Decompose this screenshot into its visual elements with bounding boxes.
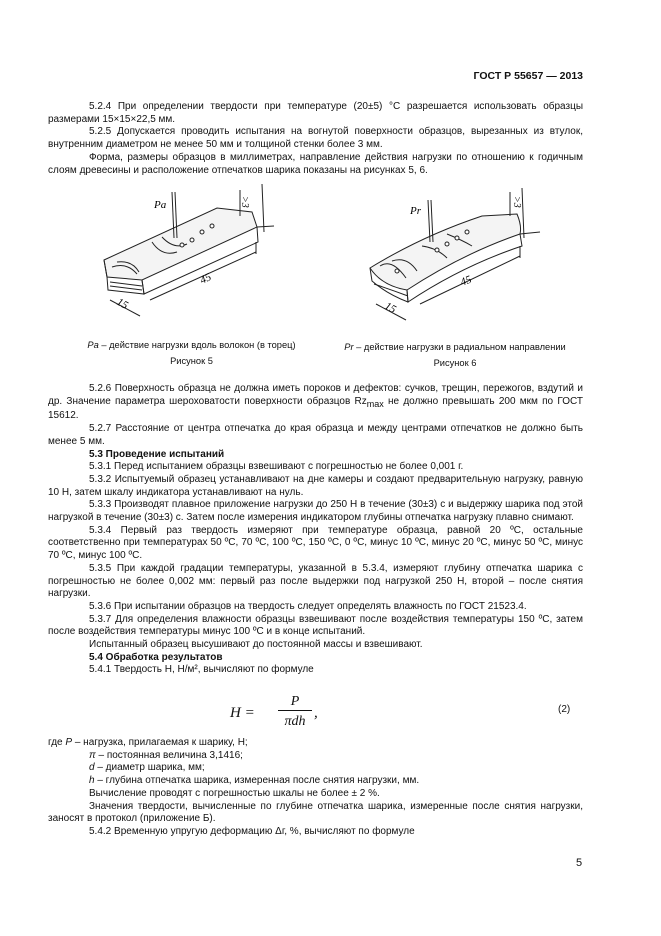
paragraph-calc-accuracy: Вычисление проводят с погрешностью шкалы не более ± 2 %.	[89, 787, 380, 799]
paragraph-5-2-6	[48, 383, 583, 423]
legend-h-text: – глубина отпечатка шарика, измеренная после снятия нагрузки, мм.	[94, 775, 420, 787]
figure-6-caption	[330, 341, 580, 369]
figure-6-side-label: >3	[511, 196, 522, 208]
formula-numerator: P	[278, 694, 312, 711]
paragraph-5-3-3: 5.3.3 Производят плавное приложение нагрузки до 250 Н в течение (30±3) с и выдержку шарика под этой нагрузкой в течение (30±3) с. Затем после измерения индикатором глубины отпечатка нагрузку плавно снимают.	[48, 499, 583, 524]
figure-5-caption-line	[74, 339, 309, 351]
paragraph-5-3-2: 5.3.2 Испытуемый образец устанавливают на дне камеры и создают предварительную нагрузку, равную 10 Н, затем шкалу индикатора устанавливают на нуль.	[48, 473, 583, 498]
figure-5-width-label: 15	[114, 296, 130, 312]
page-number: 5	[576, 857, 583, 869]
figure-5-title: Рисунок 5	[170, 356, 213, 366]
paragraph-5-4-2: 5.4.2 Временную упругую деформацию Δг, %, вычисляют по формуле	[89, 825, 415, 837]
legend-pi	[48, 750, 583, 763]
paragraph-5-3-4: 5.3.4 Первый раз твердость измеряют при температуре образца, равной 20 ºС, остальные соответственно при температурах 50 ºС, 70 ºС, 100 ºС, 150 ºС, 0 ºС, минус 10 ºС, минус 20 ºС, минус 50 ºС, минус 70 ºС, минус 100 ºС.	[48, 524, 583, 562]
formula-number: (2)	[558, 704, 571, 715]
paragraph-5-3-7-cont: Испытанный образец высушивают до постоянной массы и взвешивают.	[89, 639, 423, 651]
legend-pi-text: – постоянная величина 3,1416;	[95, 749, 243, 761]
section-5-2-4-to-5-2-5	[48, 101, 583, 177]
formula-denominator: πdh	[284, 714, 306, 729]
paragraph-5-2-5: 5.2.5 Допускается проводить испытания на вогнутой поверхности образцов, вырезанных из втулок, внутренним диаметром не менее 50 мм и толщиной стенки более 3 мм.	[48, 126, 583, 151]
legend-pi-symbol: π	[89, 749, 96, 761]
legend-h-symbol: h	[89, 775, 95, 787]
legend-d-text: – диаметр шарика, мм;	[94, 762, 205, 774]
figure-5-drawing	[92, 182, 292, 332]
main-body-text	[48, 383, 583, 677]
figure-6-title: Рисунок 6	[433, 358, 477, 368]
paragraph-figures-intro: Форма, размеры образцов в миллиметрах, направление действия нагрузки по отношению к годичным слоям древесины и расположение отпечатков шарика показаны на рисунках 5, 6.	[48, 151, 583, 176]
legend-h	[48, 775, 583, 788]
figure-6-caption-line	[330, 341, 580, 353]
rz-subscript: max	[366, 398, 384, 409]
paragraph-5-2-6-start: 5.2.6 Поверхность образца не должна иметь пороков и дефектов: сучков, трещин, пережогов, вздутий и др. Значение параметра шероховатости поверхности образцов Rz	[48, 383, 583, 407]
paragraph-hardness-values: Значения твердости, вычисленные по глубине отпечатка шарика, измеренные после снятия нагрузки, заносят в протокол (приложение Б).	[48, 800, 583, 825]
paragraph-5-2-7: 5.2.7 Расстояние от центра отпечатка до края образца и между центрами отпечатков не должно быть менее 5 мм.	[48, 423, 583, 447]
heading-5-3: 5.3 Проведение испытаний	[89, 448, 225, 460]
legend-where: где	[48, 737, 66, 748]
legend-p	[48, 737, 583, 750]
figure-5	[92, 182, 292, 332]
figure-6-length-label: 45	[458, 273, 474, 289]
figure-6-width-label: 15	[382, 300, 398, 316]
heading-5-4: 5.4 Обработка результатов	[89, 651, 223, 663]
figure-6	[362, 186, 562, 336]
legend-d	[48, 762, 583, 775]
figure-6-drawing	[362, 186, 562, 336]
figure-5-caption-text: – действие нагрузки вдоль волокон (в торец)	[98, 340, 296, 350]
paragraph-5-3-5: 5.3.5 При каждой градации температуры, указанной в 5.3.4, измеряют глубину отпечатка шарика с погрешностью не более 0,002 мм: первый раз после выдержки под нагрузкой 250 Н, второй – после снятия нагрузки.	[48, 562, 583, 600]
paragraph-5-3-1: 5.3.1 Перед испытанием образцы взвешивают с погрешностью не более 0,001 г.	[89, 461, 464, 473]
paragraph-5-4-1: 5.4.1 Твердость Н, Н/м², вычисляют по формуле	[89, 664, 314, 676]
formula-comma: ,	[314, 705, 318, 721]
formula-2	[230, 694, 370, 734]
legend-p-text: – нагрузка, прилагаемая к шарику, Н;	[72, 737, 248, 748]
figure-5-side-label: >3	[239, 196, 250, 208]
document-header: ГОСТ Р 55657 — 2013	[473, 70, 583, 82]
formula-legend	[48, 737, 583, 839]
legend-p-symbol: P	[65, 737, 73, 748]
paragraph-5-2-4: 5.2.4 При определении твердости при температуре (20±5) °С разрешается использовать образцы размерами 15×15×22,5 мм.	[48, 101, 583, 125]
paragraph-5-3-7: 5.3.7 Для определения влажности образцы взвешивают после воздействия температуры 150 ºС, затем после воздействия температуры минус 100 ºС и в конце испытаний.	[48, 613, 583, 638]
figure-5-caption-symbol: Pa	[87, 340, 99, 350]
figure-5-length-label: 45	[198, 271, 214, 287]
figure-5-caption	[74, 339, 309, 367]
formula-lhs: H =	[230, 705, 255, 721]
figure-5-load-label: Pa	[154, 199, 167, 211]
figure-6-caption-symbol: Pr	[344, 342, 354, 352]
figure-6-caption-text: – действие нагрузки в радиальном направлении	[353, 342, 566, 352]
paragraph-5-2-6-end: не должно превышать 200 мкм по ГОСТ 15612.	[48, 395, 583, 422]
figure-6-load-label: Pr	[410, 205, 421, 217]
paragraph-5-3-6: 5.3.6 При испытании образцов на твердость следует определять влажность по ГОСТ 21523.4.	[89, 600, 527, 612]
legend-d-symbol: d	[89, 762, 95, 774]
